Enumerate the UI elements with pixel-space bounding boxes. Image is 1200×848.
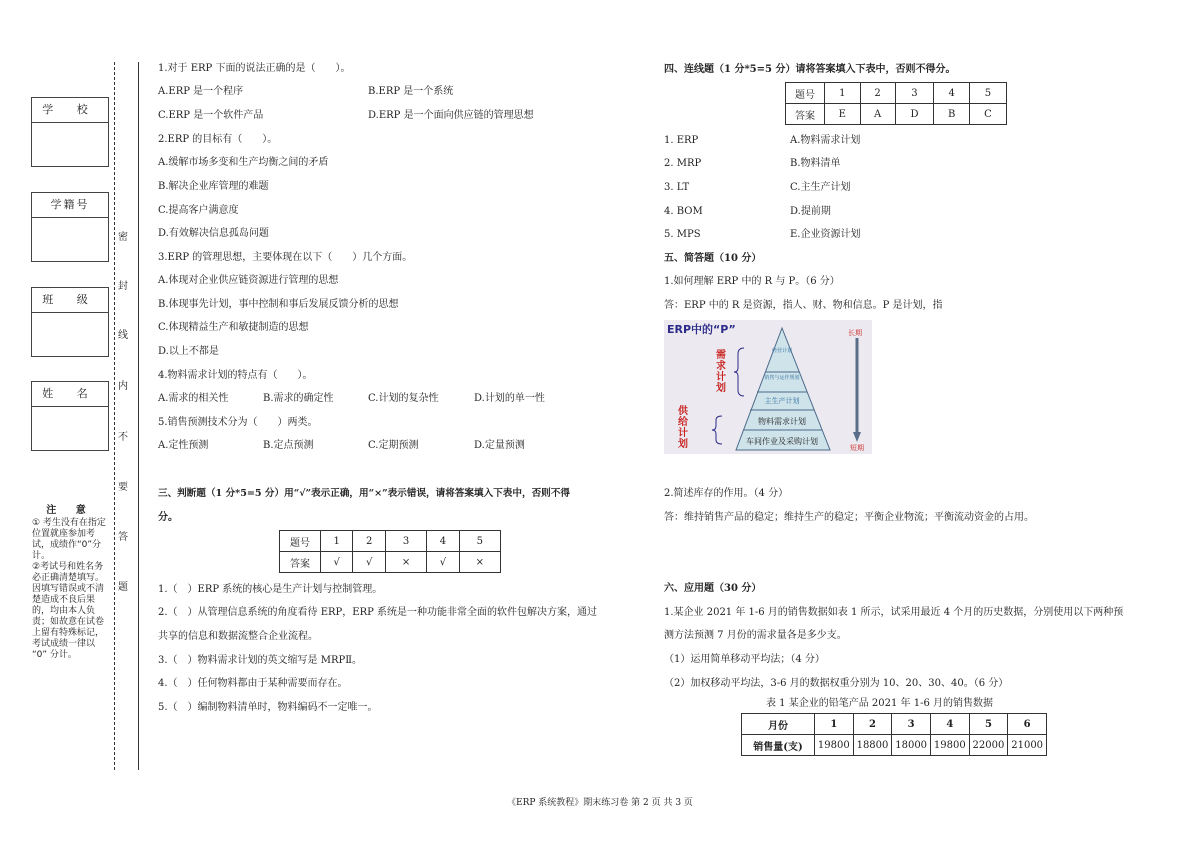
q3-option-a: A.体现对企业供应链资源进行管理的思想 [158, 275, 339, 286]
section6-title: 六、应用题（30 分） [664, 583, 762, 594]
school-box [31, 97, 109, 167]
q5-stem: 5.销售预测技术分为（ ）两类。 [158, 417, 318, 428]
supply-plan-label: 供给计划 [678, 406, 688, 450]
level-business-plan: 经营计划 [771, 348, 792, 354]
match-right-e: E.企业资源计划 [790, 229, 861, 240]
table-cell: 5 [459, 531, 500, 552]
table-cell: 5 [969, 83, 1006, 104]
match-right-d: D.提前期 [790, 206, 831, 217]
table-cell: A [860, 104, 895, 125]
erp-p-figure [664, 320, 872, 454]
q1-option-d: D.ERP 是一个面向供应链的管理思想 [368, 110, 534, 121]
table-cell: 4 [427, 531, 459, 552]
q2-option-c: C.提高客户满意度 [158, 205, 239, 216]
table-cell: × [385, 552, 426, 573]
notice-item: ① 考生没有在指定位置就座参加考试，成绩作“0”分计。 [32, 518, 106, 561]
q3-option-c: C.体现精益生产和敏捷制造的思想 [158, 322, 309, 333]
student-id-box [31, 192, 109, 262]
seal-char: 要 [118, 482, 128, 493]
judgement-item-1: 1.（ ）ERP 系统的核心是生产计划与控制管理。 [158, 584, 383, 595]
table-cell: 4 [930, 714, 969, 735]
name-label: 姓 名 [32, 382, 108, 407]
short-q1: 1.如何理解 ERP 中的 R 与 P。（6 分） [664, 276, 840, 287]
table-header-month: 月份 [742, 714, 815, 735]
q4-option-a: A.需求的相关性 [158, 393, 229, 404]
table-cell: √ [321, 552, 353, 573]
margin-line [138, 62, 139, 770]
table-cell: E [825, 104, 861, 125]
sales-data-table [741, 713, 1047, 756]
q4-option-c: C.计划的复杂性 [368, 393, 439, 404]
section5-title: 五、简答题（10 分） [664, 253, 762, 264]
match-left-3: 3. LT [664, 182, 690, 193]
table-cell: 21000 [1008, 735, 1047, 756]
section4-title: 四、连线题（1 分*5=5 分）请将答案填入下表中，否则不得分。 [664, 64, 956, 75]
school-label: 学 校 [32, 98, 108, 123]
notice-title: 注 意 [46, 505, 94, 516]
match-left-4: 4. BOM [664, 206, 703, 217]
q5-option-c: C.定期预测 [368, 440, 419, 451]
table-cell: C [969, 104, 1006, 125]
table-cell: 4 [934, 83, 970, 104]
table-cell: 19800 [815, 735, 854, 756]
q2-option-a: A.缓解市场多变和生产均衡之间的矛盾 [158, 157, 329, 168]
pyramid-graphic [664, 320, 872, 454]
judgement-item-3: 3.（ ）物料需求计划的英文缩写是 MRPⅡ。 [158, 655, 363, 666]
section3-title: 三、判断题（1 分*5=5 分）用“√”表示正确，用“×”表示错误，请将答案填入下表中，否则不得 [158, 488, 570, 499]
figure-title: ERP中的“P” [667, 323, 736, 336]
table-cell: 18000 [892, 735, 931, 756]
level-shop-purchase: 车间作业及采购计划 [746, 437, 818, 446]
q5-option-a: A.定性预测 [158, 440, 209, 451]
seal-char: 密 [118, 232, 128, 243]
q1-option-b: B.ERP 是一个系统 [368, 86, 454, 97]
match-left-1: 1. ERP [664, 135, 699, 146]
table-caption: 表 1 某企业的铅笔产品 2021 年 1-6 月的销售数据 [766, 698, 993, 709]
q4-stem: 4.物料需求计划的特点有（ ）。 [158, 370, 313, 381]
page-footer: 《ERP 系统教程》期末练习卷 第 2 页 共 3 页 [507, 798, 693, 808]
table-cell: 3 [892, 714, 931, 735]
short-term-label: 短期 [850, 444, 864, 452]
q5-option-d: D.定量预测 [474, 440, 525, 451]
seal-char: 答 [118, 532, 128, 543]
table-cell: 3 [385, 531, 426, 552]
table-cell: 3 [895, 83, 934, 104]
seal-char: 线 [118, 330, 128, 341]
judgement-item-2: 2.（ ）从管理信息系统的角度看待 ERP，ERP 系统是一种功能非常全面的软件包解决方案，通过 [158, 607, 598, 618]
q2-option-d: D.有效解决信息孤岛问题 [158, 228, 269, 239]
seal-line [114, 62, 115, 770]
table-header-sales: 销售量(支) [742, 735, 815, 756]
long-term-label: 长期 [848, 329, 862, 337]
q1-stem: 1.对于 ERP 下面的说法正确的是（ ）。 [158, 63, 351, 74]
table-cell: 5 [969, 714, 1008, 735]
demand-plan-label: 需求计划 [716, 350, 726, 394]
table-header-answer: 答案 [786, 104, 825, 125]
class-label: 班 级 [32, 288, 108, 313]
table-cell: 1 [815, 714, 854, 735]
seal-char: 不 [118, 432, 128, 443]
level-mrp: 物料需求计划 [758, 417, 806, 426]
match-left-2: 2. MRP [664, 158, 702, 169]
table-header-answer: 答案 [280, 552, 321, 573]
table-cell: 19800 [930, 735, 969, 756]
q3-stem: 3.ERP 的管理思想，主要体现在以下（ ）几个方面。 [158, 252, 413, 263]
q3-option-b: B.体现事先计划，事中控制和事后发展反馈分析的思想 [158, 299, 399, 310]
q2-option-b: B.解决企业库管理的难题 [158, 181, 269, 192]
table-cell: 22000 [969, 735, 1008, 756]
table-cell: 1 [321, 531, 353, 552]
student-id-label: 学籍号 [32, 193, 108, 218]
app-q1-stem: 1.某企业 2021 年 1-6 月的销售数据如表 1 所示，试采用最近 4 个月的历史数据，分别使用以下两种预 [664, 607, 1124, 618]
table-cell: 1 [825, 83, 861, 104]
app-q1-sub1: （1）运用简单移动平均法；（4 分） [664, 654, 825, 665]
q4-option-d: D.计划的单一性 [474, 393, 545, 404]
match-right-a: A.物料需求计划 [790, 135, 861, 146]
seal-char: 题 [118, 582, 128, 593]
table-cell: B [934, 104, 970, 125]
table-cell: 2 [353, 531, 385, 552]
app-q1-sub2: （2）加权移动平均法，3-6 月的数据权重分别为 10、20、30、40。（6 分） [664, 678, 1009, 689]
table-cell: D [895, 104, 934, 125]
q1-option-a: A.ERP 是一个程序 [158, 86, 244, 97]
q5-option-b: B.定点预测 [263, 440, 314, 451]
judgement-item-2-cont: 共享的信息和数据流整合企业流程。 [158, 631, 318, 642]
short-q2: 2.简述库存的作用。（4 分） [664, 488, 789, 499]
table-cell: × [459, 552, 500, 573]
notice [32, 505, 108, 661]
q1-option-c: C.ERP 是一个软件产品 [158, 110, 264, 121]
name-box [31, 381, 109, 451]
notice-item: ②考试号和姓名务必正确清楚填写。因填写错误或不清楚造成不良后果的，均由本人负责；如故意在试卷上留有特殊标记，考试成绩一律以 “0” 分计。 [32, 562, 105, 660]
table-cell: √ [353, 552, 385, 573]
section3-title-cont: 分。 [158, 512, 178, 523]
table-header-num: 题号 [786, 83, 825, 104]
matching-answer-table [785, 82, 1007, 125]
short-a2: 答：维持销售产品的稳定；维持生产的稳定；平衡企业物流；平衡流动资金的占用。 [664, 512, 1034, 523]
judgement-item-5: 5.（ ）编制物料清单时，物料编码不一定唯一。 [158, 702, 378, 713]
match-left-5: 5. MPS [664, 229, 701, 240]
judgement-item-4: 4.（ ）任何物料都由于某种需要而存在。 [158, 678, 348, 689]
level-sop: 销售与运作规划 [764, 375, 800, 381]
match-right-b: B.物料清单 [790, 158, 841, 169]
table-cell: 2 [860, 83, 895, 104]
table-cell: 6 [1008, 714, 1047, 735]
table-cell: 18800 [853, 735, 892, 756]
class-box [31, 287, 109, 357]
judgement-answer-table [279, 530, 501, 573]
short-a1: 答：ERP 中的 R 是资源，指人、财、物和信息。P 是计划，指 [664, 300, 943, 311]
table-cell: 2 [853, 714, 892, 735]
q3-option-d: D.以上不都是 [158, 346, 219, 357]
app-q1-stem-cont: 测方法预测 7 月份的需求量各是多少支。 [664, 630, 847, 641]
table-header-num: 题号 [280, 531, 321, 552]
match-right-c: C.主生产计划 [790, 182, 851, 193]
level-mps: 主生产计划 [764, 397, 800, 405]
seal-char: 封 [118, 281, 128, 292]
seal-char: 内 [118, 381, 128, 392]
table-cell: √ [427, 552, 459, 573]
q4-option-b: B.需求的确定性 [263, 393, 334, 404]
q2-stem: 2.ERP 的目标有（ ）。 [158, 134, 278, 145]
